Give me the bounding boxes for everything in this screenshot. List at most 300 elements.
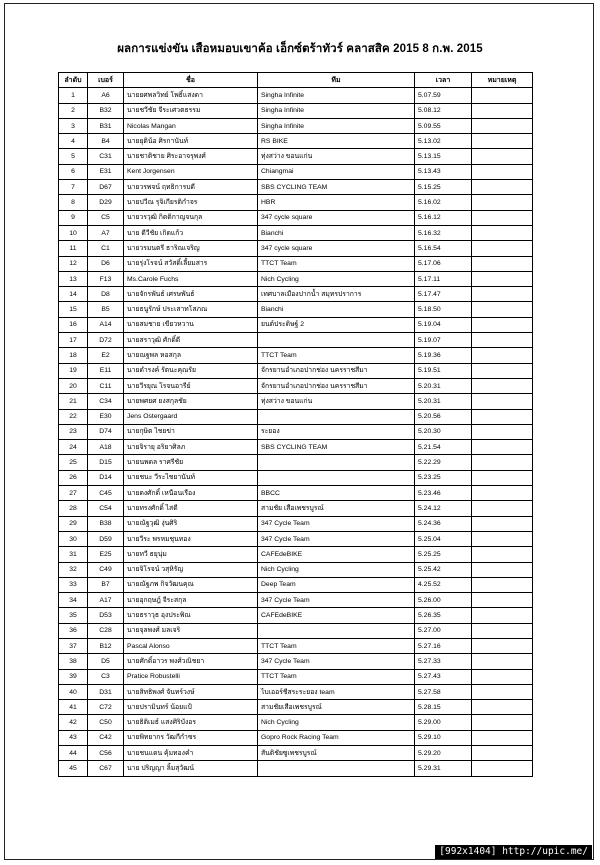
table-row: [59, 516, 533, 531]
team-cell: จักรยานอำเภอปากช่อง นครราชสีมา: [258, 363, 415, 378]
table-row: [59, 241, 533, 256]
note-cell: [472, 669, 533, 684]
time-cell: 5.18.50: [415, 302, 472, 317]
name-cell: นายชวีชัย จีระเศวตธรรม: [124, 103, 258, 118]
rank-cell: 38: [59, 654, 88, 669]
table-row: [59, 715, 533, 730]
rank-cell: 25: [59, 455, 88, 470]
rank-cell: 42: [59, 715, 88, 730]
bib-cell: E30: [88, 409, 124, 424]
name-cell: นายชนะ วีระไชยานันท์: [124, 470, 258, 485]
rank-cell: 35: [59, 608, 88, 623]
time-cell: 5.17.06: [415, 256, 472, 271]
name-cell: นายดงศักดิ์ เหนือนเรือง: [124, 486, 258, 501]
time-cell: 5.08.12: [415, 103, 472, 118]
table-row: [59, 195, 533, 210]
table-row: [59, 333, 533, 348]
note-cell: [472, 118, 533, 133]
bib-cell: D15: [88, 455, 124, 470]
team-cell: CAFEdeBIKE: [258, 547, 415, 562]
table-row: [59, 134, 533, 149]
table-row: [59, 486, 533, 501]
name-cell: นายวีระ พรหมชุนทอง: [124, 531, 258, 546]
team-cell: สามชัยเสือเพชรบูรณ์: [258, 700, 415, 715]
note-cell: [472, 134, 533, 149]
rank-cell: 37: [59, 638, 88, 653]
name-cell: นายจุลพงศ์ มลเจริ: [124, 623, 258, 638]
time-cell: 5.29.10: [415, 730, 472, 745]
time-cell: 5.27.00: [415, 623, 472, 638]
name-cell: Pratice Robustelli: [124, 669, 258, 684]
note-cell: [472, 302, 533, 317]
note-cell: [472, 103, 533, 118]
time-cell: 5.21.54: [415, 440, 472, 455]
rank-cell: 6: [59, 164, 88, 179]
bib-cell: C67: [88, 761, 124, 776]
bib-cell: D59: [88, 531, 124, 546]
table-row: [59, 378, 533, 393]
name-cell: นายสิทธิพงศ์ จันทร์วงษ์: [124, 684, 258, 699]
team-cell: [258, 455, 415, 470]
bib-cell: A17: [88, 593, 124, 608]
team-cell: [258, 761, 415, 776]
name-cell: นายพิทยากร วัฒกีกำซร: [124, 730, 258, 745]
bib-cell: D53: [88, 608, 124, 623]
note-cell: [472, 684, 533, 699]
time-cell: 5.07.59: [415, 88, 472, 103]
table-row: [59, 363, 533, 378]
time-cell: 4.25.52: [415, 577, 472, 592]
name-cell: นายวรวุฒิ กิตติกาญจนกุล: [124, 210, 258, 225]
note-cell: [472, 363, 533, 378]
team-cell: ระยอง: [258, 424, 415, 439]
note-cell: [472, 271, 533, 286]
name-cell: นายปรามินทร์ น้อยแป้: [124, 700, 258, 715]
note-cell: [472, 608, 533, 623]
time-cell: 5.22.29: [415, 455, 472, 470]
team-cell: [258, 333, 415, 348]
bib-cell: D67: [88, 180, 124, 195]
note-cell: [472, 577, 533, 592]
bib-cell: B4: [88, 134, 124, 149]
name-cell: นายชาติชาย ศิระอาจรุพงศ์: [124, 149, 258, 164]
time-cell: 5.17.47: [415, 287, 472, 302]
rank-cell: 14: [59, 287, 88, 302]
note-cell: [472, 287, 533, 302]
team-cell: SBS CYCLING TEAM: [258, 440, 415, 455]
rank-cell: 28: [59, 501, 88, 516]
bib-cell: C5: [88, 210, 124, 225]
bib-cell: C1: [88, 241, 124, 256]
time-cell: 5.25.04: [415, 531, 472, 546]
team-cell: Nich Cycling: [258, 562, 415, 577]
rank-cell: 17: [59, 333, 88, 348]
time-cell: 5.16.02: [415, 195, 472, 210]
rank-cell: 10: [59, 225, 88, 240]
bib-cell: D6: [88, 256, 124, 271]
rank-cell: 26: [59, 470, 88, 485]
rank-cell: 23: [59, 424, 88, 439]
rank-cell: 41: [59, 700, 88, 715]
table-row: [59, 149, 533, 164]
team-cell: Bianchi: [258, 225, 415, 240]
team-cell: [258, 470, 415, 485]
bib-cell: A7: [88, 225, 124, 240]
note-cell: [472, 394, 533, 409]
time-cell: 5.27.16: [415, 638, 472, 653]
bib-cell: A14: [88, 317, 124, 332]
team-cell: [258, 623, 415, 638]
page-title: ผลการแข่งขัน เสือหมอบเขาค้อ เอ็กซ์ตร้าทัวร์ คลาสสิค 2015 8 ก.พ. 2015: [117, 43, 483, 55]
team-cell: ไบเออร์ชีสระระยอง team: [258, 684, 415, 699]
image-size-watermark: [992x1404] http://upic.me/: [435, 845, 592, 859]
table-row: [59, 746, 533, 761]
bib-cell: C56: [88, 746, 124, 761]
name-cell: นายณัฐวุฒิ งุ่นศิริ: [124, 516, 258, 531]
table-row: [59, 103, 533, 118]
time-cell: 5.27.33: [415, 654, 472, 669]
team-cell: 347 cycle square: [258, 210, 415, 225]
bib-cell: C3: [88, 669, 124, 684]
time-cell: 5.13.15: [415, 149, 472, 164]
team-cell: 347 Cycle Team: [258, 531, 415, 546]
rank-cell: 20: [59, 378, 88, 393]
bib-cell: C54: [88, 501, 124, 516]
note-cell: [472, 486, 533, 501]
team-cell: TTCT Team: [258, 669, 415, 684]
team-cell: Gopro Rock Racing Team: [258, 730, 415, 745]
note-cell: [472, 317, 533, 332]
name-cell: นายรุ่งโรจน์ สวัสดิ์เลี้ยมสาร: [124, 256, 258, 271]
table-row: [59, 225, 533, 240]
name-cell: Ms.Carole Fuchs: [124, 271, 258, 286]
note-cell: [472, 440, 533, 455]
rank-cell: 22: [59, 409, 88, 424]
table-row: [59, 470, 533, 485]
table-row: [59, 302, 533, 317]
name-cell: นายจิรายุ อริยาศิลภ: [124, 440, 258, 455]
bib-cell: E31: [88, 164, 124, 179]
time-cell: 5.15.25: [415, 180, 472, 195]
note-cell: [472, 424, 533, 439]
team-cell: CAFEdeBIKE: [258, 608, 415, 623]
name-cell: นาย ปริญญา ลิ้มสุวัฒน์: [124, 761, 258, 776]
bib-cell: D74: [88, 424, 124, 439]
team-cell: 347 Cycle Team: [258, 654, 415, 669]
time-cell: 5.29.20: [415, 746, 472, 761]
name-cell: นายวีรยุณ โรจนอารีย์: [124, 378, 258, 393]
team-cell: TTCT Team: [258, 256, 415, 271]
name-cell: นายธิติเมธ์ แสงศิริบังอร: [124, 715, 258, 730]
table-row: [59, 654, 533, 669]
time-cell: 5.26.00: [415, 593, 472, 608]
table-row: [59, 409, 533, 424]
note-cell: [472, 715, 533, 730]
name-cell: นายยุติน้อ ศิรกานันท์: [124, 134, 258, 149]
team-cell: เทศบาลเมืองปากน้ำ สมุทรปราการ: [258, 287, 415, 302]
header-row: [59, 73, 533, 88]
note-cell: [472, 638, 533, 653]
rank-cell: 16: [59, 317, 88, 332]
note-cell: [472, 256, 533, 271]
time-cell: 5.16.12: [415, 210, 472, 225]
rank-cell: 39: [59, 669, 88, 684]
note-cell: [472, 180, 533, 195]
table-row: [59, 256, 533, 271]
time-cell: 5.25.25: [415, 547, 472, 562]
bib-cell: E25: [88, 547, 124, 562]
note-cell: [472, 225, 533, 240]
rank-cell: 4: [59, 134, 88, 149]
table-row: [59, 684, 533, 699]
header-rank: ลำดับ: [59, 73, 88, 88]
table-row: [59, 577, 533, 592]
header-note: หมายเหตุ: [472, 73, 533, 88]
team-cell: 347 cycle square: [258, 241, 415, 256]
table-row: [59, 287, 533, 302]
name-cell: นายวรพจน์ ฤทธิการบดี: [124, 180, 258, 195]
bib-cell: E11: [88, 363, 124, 378]
table-row: [59, 593, 533, 608]
time-cell: 5.27.43: [415, 669, 472, 684]
rank-cell: 36: [59, 623, 88, 638]
results-table: [58, 72, 533, 777]
rank-cell: 19: [59, 363, 88, 378]
note-cell: [472, 348, 533, 363]
name-cell: นายชนแดน คุ้มทองคำ: [124, 746, 258, 761]
time-cell: 5.20.31: [415, 378, 472, 393]
time-cell: 5.23.25: [415, 470, 472, 485]
time-cell: 5.16.54: [415, 241, 472, 256]
table-row: [59, 562, 533, 577]
team-cell: จักรยานอำเภอปากช่อง นครราชสีมา: [258, 378, 415, 393]
time-cell: 5.13.02: [415, 134, 472, 149]
team-cell: ทุ่งสว่าง ขอนแก่น: [258, 149, 415, 164]
team-cell: 347 Cycle Team: [258, 593, 415, 608]
rank-cell: 43: [59, 730, 88, 745]
time-cell: 5.20.56: [415, 409, 472, 424]
rank-cell: 9: [59, 210, 88, 225]
rank-cell: 27: [59, 486, 88, 501]
name-cell: นายกุษิต ไชยข่า: [124, 424, 258, 439]
team-cell: ยนต์ประดิษฐ์ 2: [258, 317, 415, 332]
note-cell: [472, 654, 533, 669]
rank-cell: 32: [59, 562, 88, 577]
rank-cell: 11: [59, 241, 88, 256]
name-cell: นายธราวุธ อุงประพิณ: [124, 608, 258, 623]
note-cell: [472, 333, 533, 348]
header-name: ชื่อ: [124, 73, 258, 88]
note-cell: [472, 470, 533, 485]
bib-cell: C49: [88, 562, 124, 577]
header-time: เวลา: [415, 73, 472, 88]
note-cell: [472, 761, 533, 776]
name-cell: Kent Jorgensen: [124, 164, 258, 179]
team-cell: 347 Cycle Team: [258, 516, 415, 531]
bib-cell: C11: [88, 378, 124, 393]
time-cell: 5.13.43: [415, 164, 472, 179]
note-cell: [472, 730, 533, 745]
time-cell: 5.19.07: [415, 333, 472, 348]
note-cell: [472, 241, 533, 256]
note-cell: [472, 210, 533, 225]
note-cell: [472, 409, 533, 424]
rank-cell: 2: [59, 103, 88, 118]
header-bib: เบอร์: [88, 73, 124, 88]
table-row: [59, 608, 533, 623]
note-cell: [472, 164, 533, 179]
note-cell: [472, 700, 533, 715]
team-cell: SBS CYCLING TEAM: [258, 180, 415, 195]
table-row: [59, 669, 533, 684]
bib-cell: D14: [88, 470, 124, 485]
bib-cell: C28: [88, 623, 124, 638]
table-row: [59, 455, 533, 470]
rank-cell: 40: [59, 684, 88, 699]
team-cell: [258, 409, 415, 424]
bib-cell: C42: [88, 730, 124, 745]
bib-cell: A18: [88, 440, 124, 455]
table-row: [59, 88, 533, 103]
table-row: [59, 531, 533, 546]
table-row: [59, 164, 533, 179]
rank-cell: 24: [59, 440, 88, 455]
team-cell: Chiangmai: [258, 164, 415, 179]
bib-cell: B5: [88, 302, 124, 317]
rank-cell: 31: [59, 547, 88, 562]
name-cell: Nicolas Mangan: [124, 118, 258, 133]
table-row: [59, 118, 533, 133]
bib-cell: D72: [88, 333, 124, 348]
bib-cell: B31: [88, 118, 124, 133]
note-cell: [472, 562, 533, 577]
team-cell: Nich Cycling: [258, 271, 415, 286]
time-cell: 5.19.36: [415, 348, 472, 363]
name-cell: นายปวีณ รุจิเกียรติกำจร: [124, 195, 258, 210]
team-cell: Singha Infinite: [258, 103, 415, 118]
rank-cell: 15: [59, 302, 88, 317]
bib-cell: C34: [88, 394, 124, 409]
name-cell: นายอุกฤษฎ์ จีระสกุล: [124, 593, 258, 608]
rank-cell: 29: [59, 516, 88, 531]
note-cell: [472, 149, 533, 164]
note-cell: [472, 195, 533, 210]
bib-cell: E2: [88, 348, 124, 363]
time-cell: 5.20.31: [415, 394, 472, 409]
rank-cell: 12: [59, 256, 88, 271]
bib-cell: B38: [88, 516, 124, 531]
table-row: [59, 317, 533, 332]
bib-cell: D5: [88, 654, 124, 669]
rank-cell: 5: [59, 149, 88, 164]
table-row: [59, 440, 533, 455]
team-cell: TTCT Team: [258, 638, 415, 653]
bib-cell: D31: [88, 684, 124, 699]
team-cell: Singha Infinite: [258, 88, 415, 103]
time-cell: 5.19.04: [415, 317, 472, 332]
bib-cell: B7: [88, 577, 124, 592]
bib-cell: C50: [88, 715, 124, 730]
bib-cell: B12: [88, 638, 124, 653]
table-row: [59, 730, 533, 745]
name-cell: นาย ดีวีชัย เกิดแก้ว: [124, 225, 258, 240]
note-cell: [472, 623, 533, 638]
name-cell: นายธนูรักษ์ ประเสาทโสภณ: [124, 302, 258, 317]
team-cell: Nich Cycling: [258, 715, 415, 730]
name-cell: Pascal Alonso: [124, 638, 258, 653]
bib-cell: C45: [88, 486, 124, 501]
note-cell: [472, 746, 533, 761]
rank-cell: 21: [59, 394, 88, 409]
team-cell: RS BIKE: [258, 134, 415, 149]
table-row: [59, 761, 533, 776]
note-cell: [472, 516, 533, 531]
table-row: [59, 501, 533, 516]
rank-cell: 34: [59, 593, 88, 608]
note-cell: [472, 378, 533, 393]
bib-cell: D8: [88, 287, 124, 302]
time-cell: 5.28.15: [415, 700, 472, 715]
table-row: [59, 547, 533, 562]
rank-cell: 45: [59, 761, 88, 776]
time-cell: 5.27.58: [415, 684, 472, 699]
name-cell: นายศักดิ์อาวร พงศ์วณิชยา: [124, 654, 258, 669]
rank-cell: 3: [59, 118, 88, 133]
table-row: [59, 180, 533, 195]
team-cell: TTCT Team: [258, 348, 415, 363]
note-cell: [472, 88, 533, 103]
name-cell: นายจักรพันธ์ เศรษพันธ์: [124, 287, 258, 302]
name-cell: นายนพดล ราศรีชัย: [124, 455, 258, 470]
team-cell: สามชัย เสือเพชรบูรณ์: [258, 501, 415, 516]
table-row: [59, 394, 533, 409]
name-cell: นายจิโรจน์ วสุหิรัญ: [124, 562, 258, 577]
header-team: ทีม: [258, 73, 415, 88]
time-cell: 5.24.36: [415, 516, 472, 531]
table-row: [59, 348, 533, 363]
table-row: [59, 700, 533, 715]
name-cell: นายณัฐภพ กิจวัฒนคุณ: [124, 577, 258, 592]
bib-cell: B32: [88, 103, 124, 118]
name-cell: นายพศยศ ยงสกุลชัย: [124, 394, 258, 409]
table-row: [59, 638, 533, 653]
bib-cell: D29: [88, 195, 124, 210]
time-cell: 5.29.00: [415, 715, 472, 730]
time-cell: 5.16.32: [415, 225, 472, 240]
note-cell: [472, 501, 533, 516]
name-cell: นายยศพลวิทย์ โพธิ์แสงดา: [124, 88, 258, 103]
name-cell: นายทวี ธยุนุ่ม: [124, 547, 258, 562]
name-cell: นายวรมนตรี ธาริณเจริญ: [124, 241, 258, 256]
team-cell: BBCC: [258, 486, 415, 501]
rank-cell: 33: [59, 577, 88, 592]
rank-cell: 44: [59, 746, 88, 761]
time-cell: 5.26.35: [415, 608, 472, 623]
time-cell: 5.09.55: [415, 118, 472, 133]
rank-cell: 18: [59, 348, 88, 363]
name-cell: นายดำรงค์ รัตนะคุณรัย: [124, 363, 258, 378]
time-cell: 5.20.30: [415, 424, 472, 439]
team-cell: Singha Infinite: [258, 118, 415, 133]
team-cell: สันติชัยซูเพชรบูรณ์: [258, 746, 415, 761]
name-cell: นายณฐพล หอสกุล: [124, 348, 258, 363]
rank-cell: 8: [59, 195, 88, 210]
name-cell: นายทรงศักดิ์ ไสดี: [124, 501, 258, 516]
table-row: [59, 623, 533, 638]
time-cell: 5.17.11: [415, 271, 472, 286]
team-cell: ทุ่งสว่าง ขอนแก่น: [258, 394, 415, 409]
rank-cell: 13: [59, 271, 88, 286]
